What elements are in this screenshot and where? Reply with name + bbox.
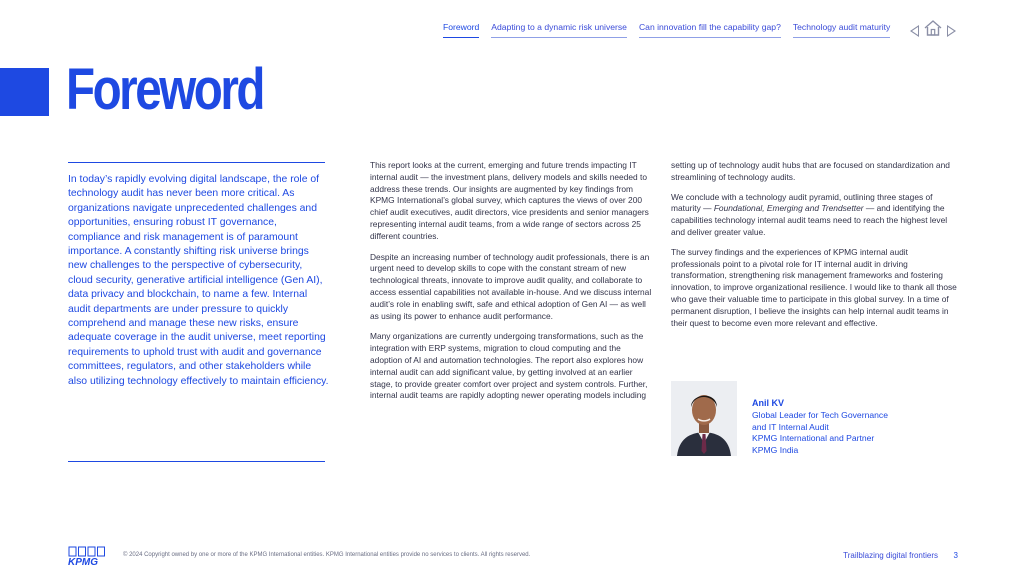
page-title: Foreword (66, 57, 263, 122)
author-title-line: KPMG International and Partner (752, 433, 875, 444)
nav-tab-capability-gap[interactable]: Can innovation fill the capability gap? (639, 22, 781, 38)
page-navigation (910, 19, 956, 42)
lead-top-rule (68, 162, 325, 163)
footer-copyright: © 2024 Copyright owned by one or more of the KPMG International entities. KPMG International entities provide no services to clients. All rights reserved. (123, 552, 531, 558)
title-accent-block (0, 68, 49, 116)
nav-tab-audit-maturity[interactable]: Technology audit maturity (793, 22, 890, 38)
author-name: Anil KV (752, 398, 785, 408)
body-paragraph: We conclude with a technology audit pyramid, outlining three stages of maturity — Foundational, Emerging and Trendsetter — and identifying the capabilities technology internal audit teams need to reach the highest level and deliver greater value. (671, 191, 948, 237)
author-title-line: KPMG India (752, 445, 799, 456)
home-icon[interactable] (923, 19, 943, 42)
author-title-line: Global Leader for Tech Governance (752, 409, 888, 420)
body-paragraph: Despite an increasing number of technology audit professionals, there is an urgent need to develop skills to cope with the constant stream of new technological threats, innovate to improve audit quality, and collaborate to access essential capabilities not available in-house. And we discuss internal audit’s role in enabling swift, safe and ethical adoption of Gen AI — as well as using its power to enhance audit performance. (370, 251, 652, 321)
body-paragraph: setting up of technology audit hubs that are focused on standardization and streamlining of technology audits. (671, 160, 950, 182)
body-paragraph: Many organizations are currently undergoing transformations, such as the integration with ERP systems, migration to cloud computing and the adoption of AI and automation technologies. The report also explores how internal audit can add significant value, by getting involved at an earlier stage, to provide greater comfort over project and system controls. Further, internal audit teams are rapidly adopting newer operating models including (370, 331, 648, 401)
nav-tab-foreword[interactable]: Foreword (443, 22, 479, 38)
body-paragraph: The survey findings and the experiences of KPMG internal audit professionals point to a pivotal role for IT internal audit in driving transformation, strengthening risk management frameworks and fostering innovation, to improve organizational resilience. I would like to thank all those who gave their valuable time to participate in this global survey. In a time of permanent disruption, I believe the insights can help internal audit teams in their quest to become even more relevant and effective. (671, 246, 957, 328)
body-column-3 (671, 160, 959, 337)
lead-bottom-rule (68, 461, 325, 462)
previous-page-icon[interactable] (910, 25, 919, 37)
next-page-icon[interactable] (947, 25, 956, 37)
page-number: 3 (953, 551, 958, 560)
svg-text:KPMG: KPMG (68, 557, 98, 566)
kpmg-logo (68, 546, 108, 566)
footer-section-title: Trailblazing digital frontiers (843, 551, 938, 560)
nav-tab-dynamic-risk[interactable]: Adapting to a dynamic risk universe (491, 22, 627, 38)
body-paragraph: This report looks at the current, emerging and future trends impacting IT internal audit — the investment plans, delivery models and skills needed to address these trends. Our insights are augmented by key findings from KPMG International’s global survey, which captures the views of over 200 chief audit executives, audit directors, vice presidents and senior managers representing internal audit teams, from a wide range of sectors across 25 different countries. (370, 160, 649, 241)
lead-paragraph: In today’s rapidly evolving digital landscape, the role of technology audit has never been more critical. As organizations navigate unprecedented challenges and opportunities, ensuring robust IT governance, compliance and risk management is of paramount importance. A constantly shifting risk universe brings new challenges to the perspective of cybersecurity, cloud security, generative artificial intelligence (Gen AI), data privacy and blockchain, to name a few. Internal audit departments are under pressure to quickly comprehend and manage these new risks, ensure adequate coverage in the audit universe, meet reporting requirements to uphold trust with audit and governance committees, regulators, and other stakeholders while also utilizing technology effectively to maintain efficiency. (68, 174, 329, 387)
author-title-line: and IT Internal Audit (752, 421, 829, 432)
author-signature (752, 398, 888, 457)
section-nav (443, 22, 954, 38)
body-column-2 (370, 160, 654, 411)
author-portrait (671, 381, 737, 456)
